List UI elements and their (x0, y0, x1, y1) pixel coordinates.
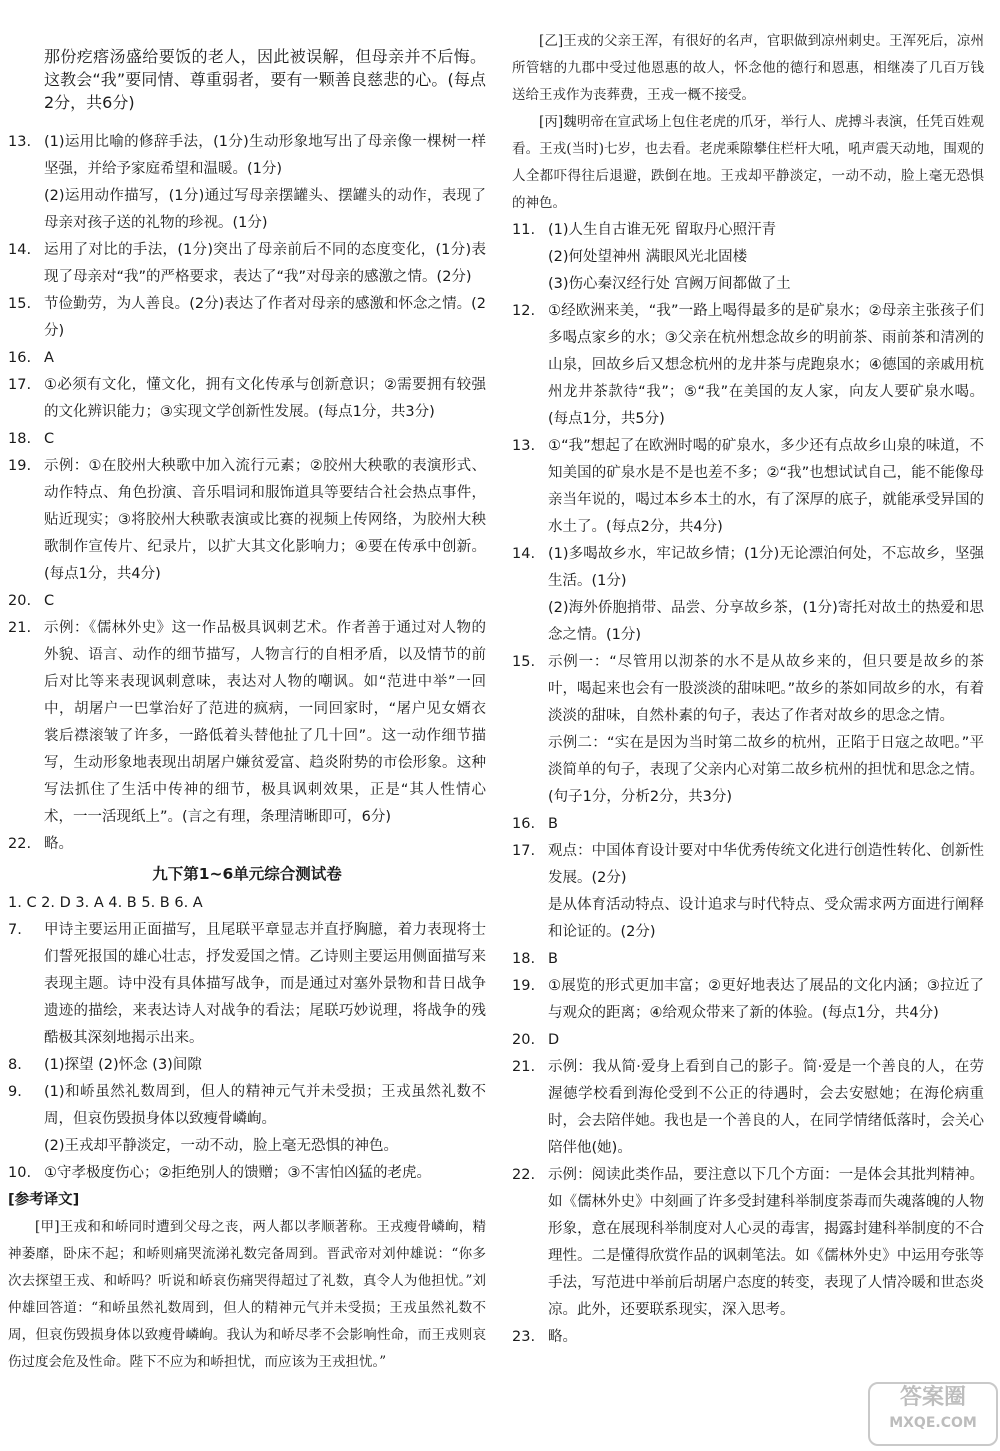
answer-number: 16. (8, 350, 32, 366)
answer-subpart: (2)运用动作描写，(1分)通过写母亲摆罐头、摆罐头的动作，表现了母亲对孩子送的礼物的珍视。(1分) (44, 188, 486, 231)
answer-text: (1)运用比喻的修辞手法，(1分)生动形象地写出了母亲像一棵树一样坚强，并给予家庭希望和温暖。(1分) (44, 134, 486, 177)
answer-text: (1)多喝故乡水，牢记故乡情；(1分)无论漂泊何处，不忘故乡，坚强生活。(1分) (548, 546, 984, 589)
answer-number: 20. (8, 593, 32, 609)
left-column (8, 28, 486, 1376)
answer-number: 18. (512, 951, 536, 967)
answer-number: 17. (8, 377, 32, 393)
answer-text: 示例：①在胶州大秧歌中加入流行元素；②胶州大秧歌的表演形式、动作特点、角色扮演、音乐唱词和服饰道具等要结合社会热点事件，贴近现实；③将胶州大秧歌表演或比赛的视频上传网络，为胶州大秧歌制作宣传片、纪录片，以扩大其文化影响力；④要在传承中创新。(每点1分，共4分) (44, 458, 486, 582)
answer-number: 17. (512, 843, 536, 859)
answer-number: 14. (8, 242, 32, 258)
answer-number: 13. (512, 438, 536, 454)
answer-21 (8, 615, 486, 831)
answer-number: 19. (8, 458, 32, 474)
answer-number: 18. (8, 431, 32, 447)
answer-text: ①守孝极度伤心；②拒绝别人的馈赠；③不害怕凶猛的老虎。 (44, 1165, 431, 1181)
answer-number: 13. (8, 134, 32, 150)
answer-text: 运用了对比的手法，(1分)突出了母亲前后不同的态度变化，(1分)表现了母亲对“我”的严格要求，表达了“我”对母亲的感激之情。(2分) (44, 242, 486, 285)
answer-subpart: (2)何处望神州 满眼风光北固楼 (548, 249, 748, 265)
answer-number: 11. (512, 222, 536, 238)
answer-text: ①“我”想起了在欧洲时喝的矿泉水，多少还有点故乡山泉的味道，不知美国的矿泉水是不是也差不多；②“我”也想试试自己，能不能像母亲当年说的，喝过本乡本土的水，有了深厚的底子，就能承受异国的水土了。(每点2分，共4分) (548, 438, 984, 535)
answer-text: 甲诗主要运用正面描写，且尾联平章显志并直抒胸臆，着力表现将士们誓死报国的雄心壮志，抒发爱国之情。乙诗则主要运用侧面描写来表现主题。诗中没有具体描写战争，而是通过对塞外景物和昔日战争遗迹的描绘，来表达诗人对战争的看法；尾联巧妙说理，将战争的残酷极其深刻地揭示出来。 (44, 922, 486, 1046)
answer-9 (8, 1079, 486, 1133)
answer-text: 略。 (548, 1329, 577, 1345)
answer-23 (512, 1324, 984, 1351)
answer-13 (512, 433, 984, 541)
translation-bing: [丙]魏明帝在宣武场上包住老虎的爪牙，举行人、虎搏斗表演，任凭百姓观看。王戎(当时)七岁，也去看。老虎乘隙攀住栏杆大吼，吼声震天动地，围观的人全都吓得往后退避，跌倒在地。王戎却平静淡定，一动不动，脸上毫无恐惧的神色。 (512, 114, 984, 211)
translation-jia: [甲]王戎和和峤同时遭到父母之丧，两人都以孝顺著称。王戎瘦骨嶙峋，精神萎靡，卧床不起；和峤则痛哭流涕礼数完备周到。晋武帝对刘仲雄说：“你多次去探望王戎、和峤吗？听说和峤哀伤痛哭得超过了礼数，真令人为他担忧。”刘仲雄回答道：“和峤虽然礼数周到，但人的精神元气并未受损；王戎虽然礼数不周，但哀伤毁损身体以致瘦骨嶙峋。我认为和峤尽孝不会影响性命，而王戎则哀伤过度会危及性命。陛下不应为和峤担忧，而应该为王戎担忧。” (8, 1219, 486, 1370)
answer-number: 22. (8, 836, 32, 852)
answer-number: 23. (512, 1329, 536, 1345)
answer-text: B (548, 816, 558, 832)
answer-19 (512, 973, 984, 1027)
answer-number: 10. (8, 1165, 32, 1181)
answer-8 (8, 1052, 486, 1079)
answer-20 (512, 1027, 984, 1054)
answer-22 (512, 1162, 984, 1324)
answer-number: 22. (512, 1167, 536, 1183)
answer-number: 12. (512, 303, 536, 319)
answer-number: 8. (8, 1057, 22, 1073)
answer-text: C (44, 431, 55, 447)
right-column (512, 28, 984, 1351)
answer-number: 15. (512, 654, 536, 670)
answer-11 (512, 217, 984, 244)
site-watermark-logo (868, 1382, 998, 1446)
answer-16 (8, 345, 486, 372)
translation-yi: [乙]王戎的父亲王浑，有很好的名声，官职做到凉州刺史。王浑死后，凉州所管辖的九郡中受过他恩惠的故人，怀念他的德行和恩惠，相继凑了几百万钱送给王戎作为丧葬费，王戎一概不接受。 (512, 33, 984, 103)
section-title: 九下第1~6单元综合测试卷 (152, 865, 342, 883)
answer-17 (8, 372, 486, 426)
answer-10 (8, 1160, 486, 1187)
answer-text: (1)探望 (2)怀念 (3)间隙 (44, 1057, 202, 1073)
answer-15 (8, 291, 486, 345)
answer-20 (8, 588, 486, 615)
answer-number: 15. (8, 296, 32, 312)
answer-subpart: (2)王戎却平静淡定，一动不动，脸上毫无恐惧的神色。 (44, 1138, 399, 1154)
answer-number: 21. (512, 1059, 536, 1075)
answer-text: 示例：阅读此类作品，要注意以下几个方面：一是体会其批判精神。如《儒林外史》中刻画了许多受封建科举制度荼毒而失魂落魄的人物形象，意在展现科举制度对人心灵的毒害，揭露封建科举制度的不合理性。二是懂得欣赏作品的讽刺笔法。如《儒林外史》中运用夸张等手法，写范进中举前后胡屠户态度的转变，表现了人情冷暖和世态炎凉。此外，还要联系现实，深入思考。 (548, 1167, 984, 1318)
answer-subpart: 是从体育活动特点、设计追求与时代特点、受众需求两方面进行阐释和论证的。(2分) (548, 897, 984, 940)
answer-number: 14. (512, 546, 536, 562)
answer-subpart: 示例二：“实在是因为当时第二故乡的杭州，正陷于日寇之故吧。”平淡简单的句子，表现了父亲内心对第二故乡杭州的担忧和思念之情。(句子1分，分析2分，共3分) (548, 735, 984, 805)
answer-16 (512, 811, 984, 838)
answer-text: 示例：《儒林外史》这一作品极具讽刺艺术。作者善于通过对人物的外貌、语言、动作的细节描写，人物言行的自相矛盾，以及情节的前后对比等来表现讽刺意味，表达对人物的嘲讽。如“范进中举”一回中，胡屠户一巴掌治好了范进的疯病，一同回家时，“屠户见女婿衣裳后襟滚皱了许多，一路低着头替他扯了几十回”。这一动作细节描写，生动形象地表现出胡屠户嫌贫爱富、趋炎附势的市侩形象。这种写法抓住了生活中传神的细节，极具讽刺效果，正是“其人性情心术，一一活现纸上”。(言之有理，条理清晰即可，6分) (44, 620, 486, 825)
answer-text: ①展览的形式更加丰富；②更好地表达了展品的文化内涵；③拉近了与观众的距离；④给观众带来了新的体验。(每点1分，共4分) (548, 978, 984, 1021)
answer-number: 9. (8, 1084, 22, 1100)
answer-text: ①经欧洲来美，“我”一路上喝得最多的是矿泉水；②母亲主张孩子们多喝点家乡的水；③父亲在杭州想念故乡的明前茶、雨前茶和清冽的山泉，回故乡后又想念杭州的龙井茶与虎跑泉水；④德国的亲戚用杭州龙井茶款待“我”；⑤“我”在美国的友人家，向友人要矿泉水喝。(每点1分，共5分) (548, 303, 984, 427)
answer-text: 略。 (44, 836, 73, 852)
answer-text: 观点：中国体育设计要对中华优秀传统文化进行创造性转化、创新性发展。(2分) (548, 843, 984, 886)
answer-18 (512, 946, 984, 973)
answer-text: 节俭勤劳，为人善良。(2分)表达了作者对母亲的感激和怀念之情。(2分) (44, 296, 486, 339)
answer-text: (1)人生自古谁无死 留取丹心照汗青 (548, 222, 777, 238)
answer-text: C (44, 593, 55, 609)
answer-text: 示例：我从简·爱身上看到自己的影子。简·爱是一个善良的人，在劳渥德学校看到海伦受到不公正的待遇时，会去安慰她；在海伦病重时，会去陪伴她。我也是一个善良的人，在同学情绪低落时，会关心陪伴他(她)。 (548, 1059, 984, 1156)
answer-14 (8, 237, 486, 291)
answer-subpart: (3)伤心秦汉经行处 宫阙万间都做了土 (548, 276, 791, 292)
reference-translation-heading: [参考译文] (8, 1192, 80, 1208)
answer-text: D (548, 1032, 560, 1048)
answer-7 (8, 917, 486, 1052)
answer-text: 示例一：“尽管用以沏茶的水不是从故乡来的，但只要是故乡的茶叶，喝起来也会有一股淡淡的甜味吧。”故乡的茶如同故乡的水，有着淡淡的甜味，自然朴素的句子，表达了作者对故乡的思念之情。 (548, 654, 984, 724)
answer-18 (8, 426, 486, 453)
answer-text: A (44, 350, 54, 366)
multiple-choice-answers: 1. C 2. D 3. A 4. B 5. B 6. A (8, 895, 203, 911)
watermark-url: MXQE.COM (889, 1415, 977, 1431)
answer-12 (512, 298, 984, 433)
answer-continuation: 那份疙瘩汤盛给要饭的老人，因此被误解，但母亲并不后悔。这教会“我”要同情、尊重弱者，要有一颗善良慈悲的心。(每点2分，共6分) (44, 47, 486, 112)
answer-text: (1)和峤虽然礼数周到，但人的精神元气并未受损；王戎虽然礼数不周，但哀伤毁损身体以致瘦骨嶙峋。 (44, 1084, 486, 1127)
watermark-title: 答案圈 (899, 1385, 966, 1410)
answer-21 (512, 1054, 984, 1162)
answer-13 (8, 129, 486, 183)
answer-text: B (548, 951, 558, 967)
answer-number: 19. (512, 978, 536, 994)
answer-subpart: (2)海外侨胞捎带、品尝、分享故乡茶，(1分)寄托对故土的热爱和思念之情。(1分) (548, 600, 984, 643)
answer-17 (512, 838, 984, 892)
answer-19 (8, 453, 486, 588)
answer-number: 20. (512, 1032, 536, 1048)
answer-number: 7. (8, 922, 22, 938)
answer-22 (8, 831, 486, 858)
answer-number: 21. (8, 620, 32, 636)
answer-text: ①必须有文化，懂文化，拥有文化传承与创新意识；②需要拥有较强的文化辨识能力；③实现文学创新性发展。(每点1分，共3分) (44, 377, 486, 420)
answer-number: 16. (512, 816, 536, 832)
answer-14 (512, 541, 984, 595)
answer-15 (512, 649, 984, 730)
